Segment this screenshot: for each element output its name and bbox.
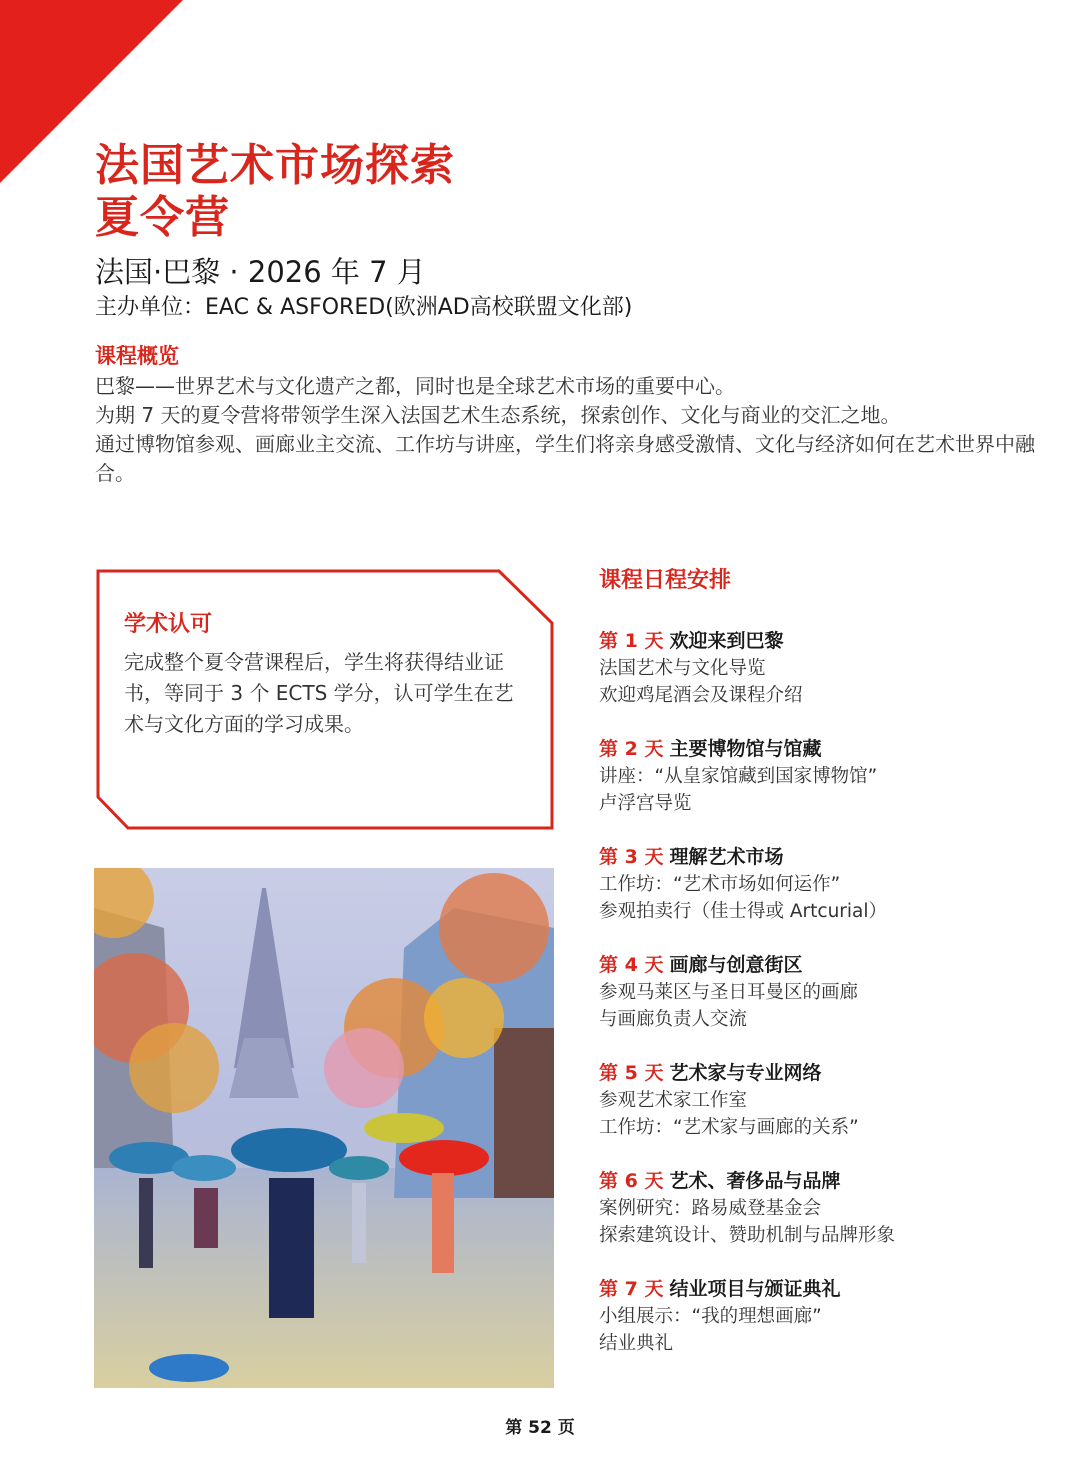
- day-number: 第 3 天: [599, 846, 664, 868]
- schedule-day-6: [599, 1167, 1039, 1249]
- paris-painting-image: [94, 868, 554, 1388]
- overview-paragraph: 为期 7 天的夏令营将带领学生深入法国艺术生态系统，探索创作、文化与商业的交汇之地。: [95, 403, 901, 427]
- credit-body: 完成整个夏令营课程后，学生将获得结业证书，等同于 3 个 ECTS 学分，认可学生在艺术与文化方面的学习成果。: [124, 650, 514, 736]
- day-activity: 案例研究：路易威登基金会: [599, 1198, 822, 1219]
- page-number: 第 52 页: [505, 1418, 575, 1438]
- day-number: 第 7 天: [599, 1278, 664, 1300]
- day-title: 画廊与创意街区: [669, 954, 803, 976]
- schedule-section: [599, 565, 1039, 1383]
- day-activity: 参观拍卖行（佳士得或 Artcurial）: [599, 901, 888, 922]
- overview-paragraph: 通过博物馆参观、画廊业主交流、工作坊与讲座，学生们将亲身感受激情、文化与经济如何在艺术世界中融合。: [95, 432, 1035, 485]
- day-activity: 结业典礼: [599, 1333, 674, 1354]
- academic-credit-box: [96, 569, 554, 831]
- painting-illustration: [94, 868, 554, 1388]
- schedule-day-4: [599, 951, 1039, 1033]
- day-activity: 讲座：“从皇家馆藏到国家博物馆”: [599, 766, 878, 787]
- day-title: 主要博物馆与馆藏: [669, 738, 822, 760]
- day-number: 第 4 天: [599, 954, 664, 976]
- day-title: 理解艺术市场: [669, 846, 784, 868]
- day-number: 第 2 天: [599, 738, 664, 760]
- title-line-2: 夏令营: [95, 192, 230, 243]
- day-title: 艺术家与专业网络: [669, 1062, 822, 1084]
- day-title: 结业项目与颁证典礼: [669, 1278, 841, 1300]
- day-number: 第 5 天: [599, 1062, 664, 1084]
- day-activity: 与画廊负责人交流: [599, 1009, 748, 1030]
- schedule-day-3: [599, 843, 1039, 925]
- overview-section: [95, 340, 1055, 488]
- organizer: 主办单位：EAC & ASFORED(欧洲AD高校联盟文化部): [95, 295, 633, 320]
- day-title: 艺术、奢侈品与品牌: [669, 1170, 841, 1192]
- day-activity: 小组展示：“我的理想画廊”: [599, 1306, 822, 1327]
- page-title: [95, 140, 455, 244]
- schedule-day-5: [599, 1059, 1039, 1141]
- day-number: 第 6 天: [599, 1170, 664, 1192]
- day-activity: 卢浮宫导览: [599, 793, 692, 814]
- location-date: 法国·巴黎 · 2026 年 7 月: [95, 255, 426, 289]
- day-activity: 探索建筑设计、赞助机制与品牌形象: [599, 1225, 896, 1246]
- schedule-day-1: [599, 627, 1039, 709]
- day-activity: 参观艺术家工作室: [599, 1090, 748, 1111]
- schedule-heading: 课程日程安排: [599, 568, 732, 593]
- day-activity: 法国艺术与文化导览: [599, 658, 766, 679]
- schedule-day-2: [599, 735, 1039, 817]
- day-activity: 参观马莱区与圣日耳曼区的画廊: [599, 982, 859, 1003]
- schedule-day-7: [599, 1275, 1039, 1357]
- title-line-1: 法国艺术市场探索: [95, 140, 455, 191]
- overview-heading: 课程概览: [95, 344, 179, 368]
- day-activity: 欢迎鸡尾酒会及课程介绍: [599, 685, 803, 706]
- day-activity: 工作坊：“艺术市场如何运作”: [599, 874, 841, 895]
- day-title: 欢迎来到巴黎: [669, 630, 784, 652]
- day-activity: 工作坊：“艺术家与画廊的关系”: [599, 1117, 859, 1138]
- day-number: 第 1 天: [599, 630, 664, 652]
- overview-paragraph: 巴黎——世界艺术与文化遗产之都，同时也是全球艺术市场的重要中心。: [95, 374, 735, 398]
- credit-heading: 学术认可: [124, 612, 213, 637]
